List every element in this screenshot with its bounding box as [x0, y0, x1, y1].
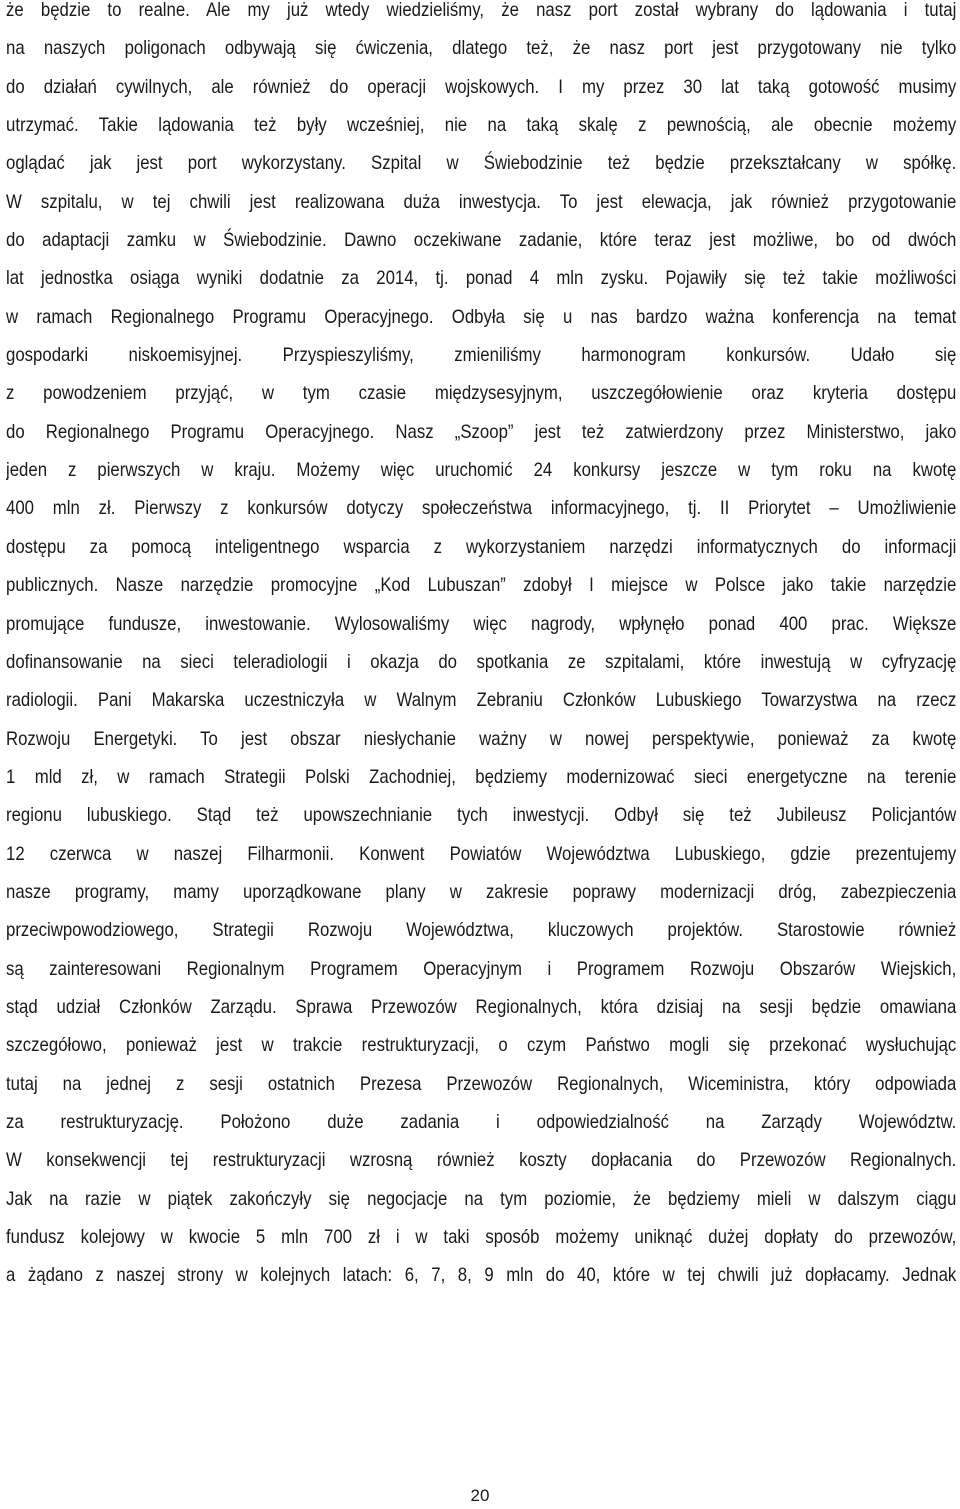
text-line: za restrukturyzację. Położono duże zadania i odpowiedzialność na Zarządy Województw. [6, 1110, 957, 1133]
text-line: przeciwpowodziowego, Strategii Rozwoju Województwa, kluczowych projektów. Starostowie również [6, 919, 957, 942]
text-line: W konsekwencji tej restrukturyzacji wzrosną również koszty dopłacania do Przewozów Regionalnych. [6, 1149, 957, 1172]
text-line: a żądano z naszej strony w kolejnych latach: 6, 7, 8, 9 mln do 40, które w tej chwili już dopłacamy. Jednak [6, 1264, 957, 1287]
text-line: do Regionalnego Programu Operacyjnego. Nasz „Szoop” jest też zatwierdzony przez Ministerstwo, jako [6, 420, 957, 443]
text-line: 1 mld zł, w ramach Strategii Polski Zachodniej, będziemy modernizować sieci energetyczne na terenie [6, 765, 957, 788]
text-line: 12 czerwca w naszej Filharmonii. Konwent Powiatów Województwa Lubuskiego, gdzie prezentujemy [6, 842, 957, 865]
page-number: 20 [470, 1486, 490, 1505]
text-line: dostępu za pomocą inteligentnego wsparcia z wykorzystaniem narzędzi informatycznych do informacji [6, 535, 957, 558]
text-line: na naszych poligonach odbywają się ćwiczenia, dlatego też, że nasz port jest przygotowany nie tylko [6, 37, 957, 60]
text-line: tutaj na jednej z sesji ostatnich Prezesa Przewozów Regionalnych, Wiceministra, który odpowiada [6, 1072, 957, 1095]
text-line: szczegółowo, ponieważ jest w trakcie restrukturyzacji, o czym Państwo mogli się przekonać wysłuchując [6, 1034, 957, 1057]
text-line: gospodarki niskoemisyjnej. Przyspieszyliśmy, zmieniliśmy harmonogram konkursów. Udało się [6, 344, 957, 367]
text-line: fundusz kolejowy w kwocie 5 mln 700 zł i w taki sposób możemy uniknąć dużej dopłaty do przewozów, [6, 1226, 957, 1248]
body-text [6, 0, 956, 1295]
text-line: jeden z pierwszych w kraju. Możemy więc uruchomić 24 konkursy jeszcze w tym roku na kwotę [6, 459, 957, 482]
text-line: lat jednostka osiąga wyniki dodatnie za 2014, tj. ponad 4 mln zysku. Pojawiły się też takie możliwości [6, 267, 957, 290]
text-line: że będzie to realne. Ale my już wtedy wiedzieliśmy, że nasz port został wybrany do lądowania i tutaj [6, 0, 957, 21]
text-line: w ramach Regionalnego Programu Operacyjnego. Odbyła się u nas bardzo ważna konferencja na temat [6, 305, 957, 328]
text-line: regionu lubuskiego. Stąd też upowszechnianie tych inwestycji. Odbył się też Jubileusz Policjantów [6, 804, 957, 827]
text-line: z powodzeniem przyjąć, w tym czasie międzysesyjnym, uszczegółowienie oraz kryteria dostępu [6, 382, 957, 405]
text-line: promujące funduszе, inwestowanie. Wylosowaliśmy więc nagrody, wpłynęło ponad 400 prac. Większe [6, 612, 957, 635]
text-line: publicznych. Nasze narzędzie promocyjne „Kod Lubuszan” zdobył I miejsce w Polsce jako takie narzędzie [6, 574, 957, 597]
text-line: oglądać jak jest port wykorzystany. Szpital w Świebodzinie też będzie przekształcany w spółkę. [6, 152, 957, 175]
text-line: 400 mln zł. Pierwszy z konkursów dotyczy społeczeństwa informacyjnego, tj. II Priorytet – Umożliwienie [6, 497, 957, 520]
text-line: do działań cywilnych, ale również do operacji wojskowych. I my przez 30 lat taką gotowość musimy [6, 75, 957, 98]
text-line: do adaptacji zamku w Świebodzinie. Dawno oczekiwane zadanie, które teraz jest możliwe, bo od dwóch [6, 229, 957, 252]
text-line: nasze programy, mamy uporządkowane plany w zakresie poprawy modernizacji dróg, zabezpieczenia [6, 880, 957, 903]
text-line: Jak na razie w piątek zakończyły się negocjacje na tym poziomie, że będziemy mieli w dalszym ciągu [6, 1187, 957, 1210]
text-line: dofinansowanie na sieci teleradiologii i okazja do spotkania ze szpitalami, które inwestują w cyfryzację [6, 650, 957, 673]
text-line: utrzymać. Takie lądowania też były wcześniej, nie na taką skalę z pewnością, ale obecnie możemy [6, 114, 957, 137]
text-line: są zainteresowani Regionalnym Programem Operacyjnym i Programem Rozwoju Obszarów Wiejskich, [6, 957, 957, 980]
text-line: stąd udział Członków Zarządu. Sprawa Przewozów Regionalnych, która dzisiaj na sesji będzie omawiana [6, 995, 957, 1018]
text-line: radiologii. Pani Makarska uczestniczyła w Walnym Zebraniu Członków Lubuskiego Towarzystwa na rzecz [6, 689, 957, 712]
text-line: Rozwoju Energetyki. To jest obszar niesłychanie ważny w nowej perspektywie, ponieważ za kwotę [6, 727, 957, 750]
text-line: W szpitalu, w tej chwili jest realizowana duża inwestycja. To jest elewacja, jak również przygotowanie [6, 190, 957, 213]
